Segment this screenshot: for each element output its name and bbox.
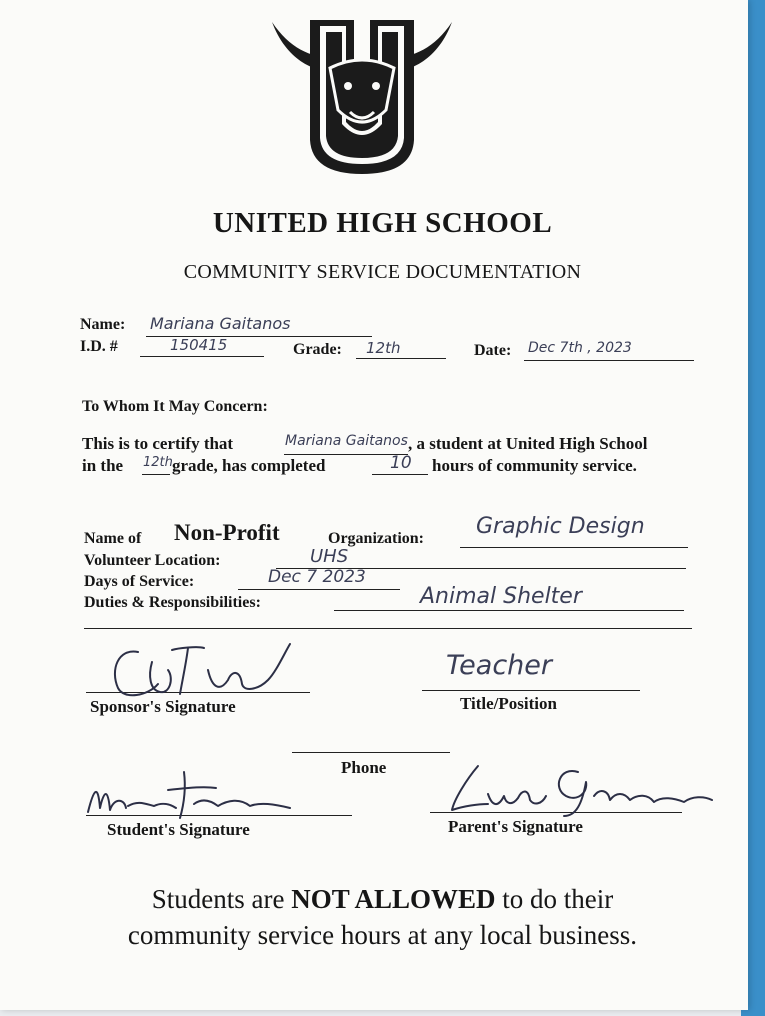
hours-text-end: hours of community service. [432, 456, 637, 475]
location-label: Volunteer Location: [84, 552, 221, 569]
certify-text-end: , a student at United High School [408, 434, 648, 453]
org-label-b: Non-Profit [174, 520, 280, 545]
days-value: Dec 7 2023 [268, 567, 366, 587]
notice-text-start: Students are [151, 884, 285, 914]
grade-inline-value: 12th [143, 455, 173, 470]
org-value: Graphic Design [476, 514, 645, 539]
name-value: Mariana Gaitanos [150, 314, 291, 333]
grade-line [356, 358, 446, 359]
grade-label: Grade: [293, 341, 342, 358]
duties-line [334, 610, 684, 611]
grade-text-mid: grade, has completed [172, 456, 326, 475]
org-label-a: Name of [84, 530, 142, 547]
id-value: 150415 [170, 336, 228, 354]
days-line [238, 589, 400, 590]
notice-text-end: to do their [502, 884, 614, 914]
duties-label: Duties & Responsibilities: [84, 594, 261, 611]
certify-text-start: This is to certify that [82, 434, 234, 453]
hours-line [372, 474, 428, 475]
phone-line [292, 752, 450, 753]
certify-student-name: Mariana Gaitanos [285, 433, 408, 449]
longhorn-u-logo-icon [262, 12, 462, 177]
hours-value: 10 [390, 453, 412, 473]
school-name: UNITED HIGH SCHOOL [212, 207, 553, 239]
title-line [422, 690, 640, 691]
date-value: Dec 7th , 2023 [528, 340, 632, 356]
grade-inline-line [142, 474, 170, 475]
notice-line-1 [0, 884, 748, 915]
sponsor-signature-image [108, 640, 298, 700]
form-title: COMMUNITY SERVICE DOCUMENTATION [183, 261, 582, 283]
student-caption: Student's Signature [107, 820, 250, 839]
location-value: UHS [310, 546, 349, 567]
org-line [460, 547, 688, 548]
salutation: To Whom It May Concern: [82, 398, 268, 415]
notice-emphasis: NOT ALLOWED [291, 884, 496, 914]
duties-value: Animal Shelter [420, 584, 582, 609]
duties-line-2 [84, 628, 692, 629]
notice-line-2: community service hours at any local business. [127, 920, 638, 950]
title-value: Teacher [446, 650, 552, 681]
sponsor-caption: Sponsor's Signature [90, 697, 236, 716]
parent-caption: Parent's Signature [448, 817, 583, 836]
days-label: Days of Service: [84, 573, 195, 590]
grade-value: 12th [366, 339, 401, 357]
date-label: Date: [474, 342, 512, 359]
id-label: I.D. # [80, 338, 118, 355]
title-caption: Title/Position [460, 694, 557, 713]
org-label-c: Organization: [328, 530, 424, 547]
date-line [524, 360, 694, 361]
id-line [140, 356, 264, 357]
phone-caption: Phone [341, 758, 387, 777]
name-label: Name: [80, 316, 126, 333]
grade-text-start: in the [82, 456, 124, 475]
